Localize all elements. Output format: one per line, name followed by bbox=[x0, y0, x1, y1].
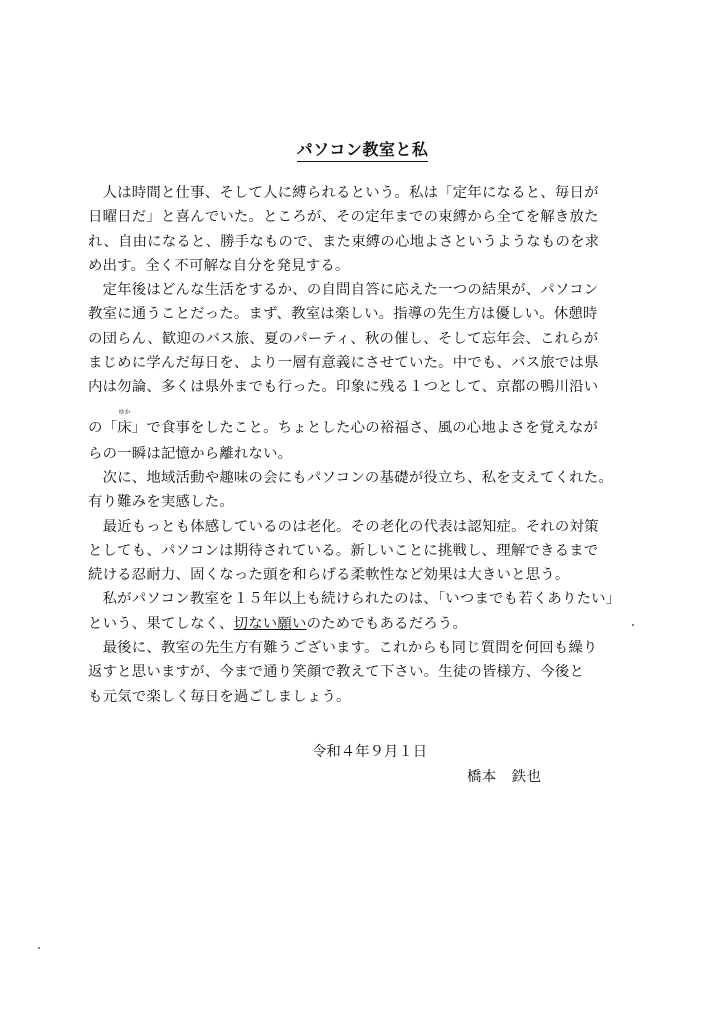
ruby-line-after: 」で食事をしたこと。ちょとした心の裕福さ、風の心地よさを覚えなが bbox=[131, 419, 599, 436]
essay-line: らの一瞬は記憶から離れない。 bbox=[88, 445, 293, 462]
essay-line: 人は時間と仕事、そして人に縛られるという。私は「定年になると、毎日が bbox=[88, 185, 599, 201]
date: 令和４年９月１日 bbox=[312, 744, 428, 760]
essay-line: れ、自由になると、勝手なもので、また束縛の心地よさというようなものを求 bbox=[88, 233, 600, 250]
essay-line: の団らん、歓迎のバス旅、夏のパーティ、秋の催し、そして忘年会、これらが bbox=[88, 330, 599, 347]
essay-line-with-ruby bbox=[88, 408, 618, 442]
scan-speck bbox=[38, 947, 40, 949]
essay-line: 次に、地域活動や趣味の会にもパソコンの基礎が役立ち、私を支えてくれた。 bbox=[88, 469, 613, 486]
essay-line: 最後に、教室の先生方有難うございます。これからも同じ質問を何回も繰り bbox=[88, 640, 598, 657]
wish-line-after: のためでもあるだろう。 bbox=[306, 615, 468, 632]
essay-line: 有り難みを実感した。 bbox=[88, 494, 234, 511]
essay-line: 返すと思いますが、今まで通り笑顔で教えて下さい。生徒の皆様方、今後と bbox=[88, 664, 585, 681]
essay-line: 内は勿論、多くは県外までも行った。印象に残る１つとして、京都の鴨川沿い bbox=[88, 379, 599, 396]
essay-line: も元気で楽しく毎日を過ごしましょう。 bbox=[88, 688, 351, 705]
essay-line: としても、パソコンは期待されている。新しいことに挑戦し、理解できるまで bbox=[88, 542, 599, 559]
document-title-text: パソコン教室と私 bbox=[297, 140, 429, 162]
essay-line: 定年後はどんな生活をするか、の自問自答に応えた一つの結果が、パソコン bbox=[88, 282, 599, 299]
ruby-word bbox=[117, 408, 132, 436]
essay-line: 続ける忍耐力、固くなった頭を和らげる柔軟性など効果は大きいと思う。 bbox=[88, 567, 570, 584]
document-title bbox=[0, 137, 725, 160]
essay-line-with-underline bbox=[88, 612, 618, 636]
essay-line: 教室に通うことだった。まず、教室は楽しい。指導の先生方は優しい。休憩時 bbox=[88, 306, 598, 323]
author-name: 橋本 鉄也 bbox=[467, 769, 542, 785]
essay-line: め出す。全く不可解な自分を発見する。 bbox=[88, 257, 350, 274]
wish-line-before: という、果てしなく、 bbox=[88, 615, 234, 632]
underlined-phrase: 切ない願い bbox=[233, 615, 307, 632]
ruby-annotation: ゆか bbox=[118, 408, 131, 416]
essay-body bbox=[88, 181, 621, 709]
scan-speck bbox=[632, 624, 634, 626]
essay-line: まじめに学んだ毎日を、より一層有意義にさせていた。中でも、バス旅では県 bbox=[88, 355, 599, 372]
essay-line: 私がパソコン教室を１５年以上も続けられたのは、「いつまでも若くありたい」 bbox=[88, 591, 621, 608]
ruby-line-before: の「 bbox=[88, 419, 118, 436]
essay-line: 最近もっとも体感しているのは老化。その老化の代表は認知症。それの対策 bbox=[88, 518, 599, 535]
essay-line: 日曜日だ」と喜んでいた。ところが、その定年までの束縛から全てを解き放た bbox=[88, 209, 599, 226]
ruby-base: 床 bbox=[117, 419, 132, 436]
